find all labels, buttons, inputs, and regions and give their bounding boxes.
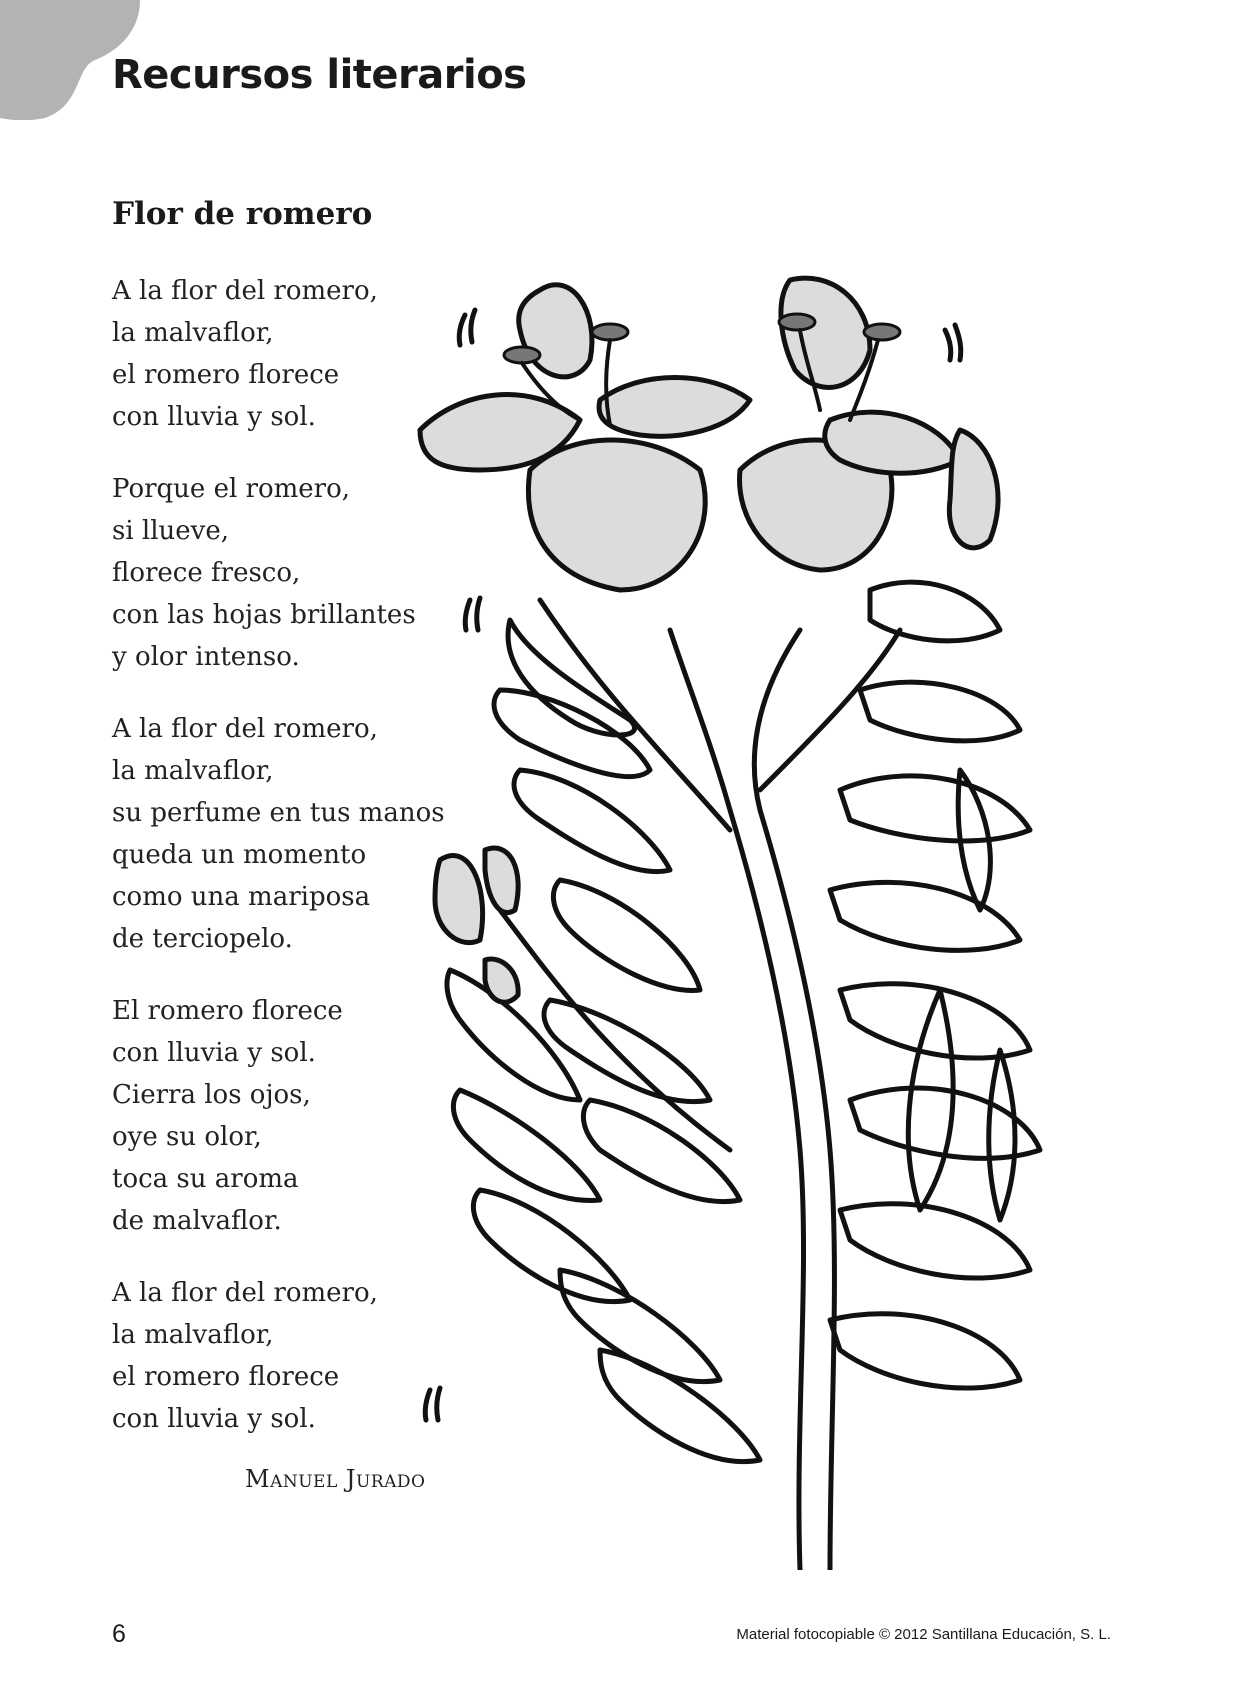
poem-author: Manuel Jurado — [245, 1465, 426, 1493]
poem-verse: florece fresco, — [112, 558, 301, 588]
poem-verse: de malvaflor. — [112, 1206, 282, 1236]
copyright-note: Material fotocopiable © 2012 Santillana Educación, S. L. — [736, 1626, 1111, 1643]
poem-verse: A la flor del romero, — [112, 1278, 378, 1308]
poem-verse: toca su aroma — [112, 1164, 299, 1194]
poem-verse: si llueve, — [112, 516, 230, 546]
poem-verse: oye su olor, — [112, 1122, 262, 1152]
poem-verse: con las hojas brillantes — [112, 600, 416, 630]
poem-verse: la malvaflor, — [112, 318, 274, 348]
poem-verse: con lluvia y sol. — [112, 402, 316, 432]
poem-verse: el romero florece — [112, 1362, 340, 1392]
poem-verse: la malvaflor, — [112, 1320, 274, 1350]
poem-verse: y olor intenso. — [112, 642, 300, 672]
poem-verse: su perfume en tus manos — [112, 798, 445, 828]
page-number: 6 — [112, 1620, 126, 1648]
poem-title: Flor de romero — [112, 196, 373, 232]
poem-verse: A la flor del romero, — [112, 276, 378, 306]
poem-verse: El romero florece — [112, 996, 343, 1026]
poem-verse: el romero florece — [112, 360, 340, 390]
poem-verse: la malvaflor, — [112, 756, 274, 786]
poem-verse: Cierra los ojos, — [112, 1080, 311, 1110]
poem-verse: A la flor del romero, — [112, 714, 378, 744]
poem-verse: con lluvia y sol. — [112, 1038, 316, 1068]
poem-verse: queda un momento — [112, 840, 367, 870]
page-title: Recursos literarios — [112, 52, 527, 98]
rosemary-flower-illustration — [400, 270, 1120, 1570]
poem-verse: Porque el romero, — [112, 474, 350, 504]
poem-verse: como una mariposa — [112, 882, 371, 912]
poem-verse: con lluvia y sol. — [112, 1404, 316, 1434]
poem-verse: de terciopelo. — [112, 924, 293, 954]
